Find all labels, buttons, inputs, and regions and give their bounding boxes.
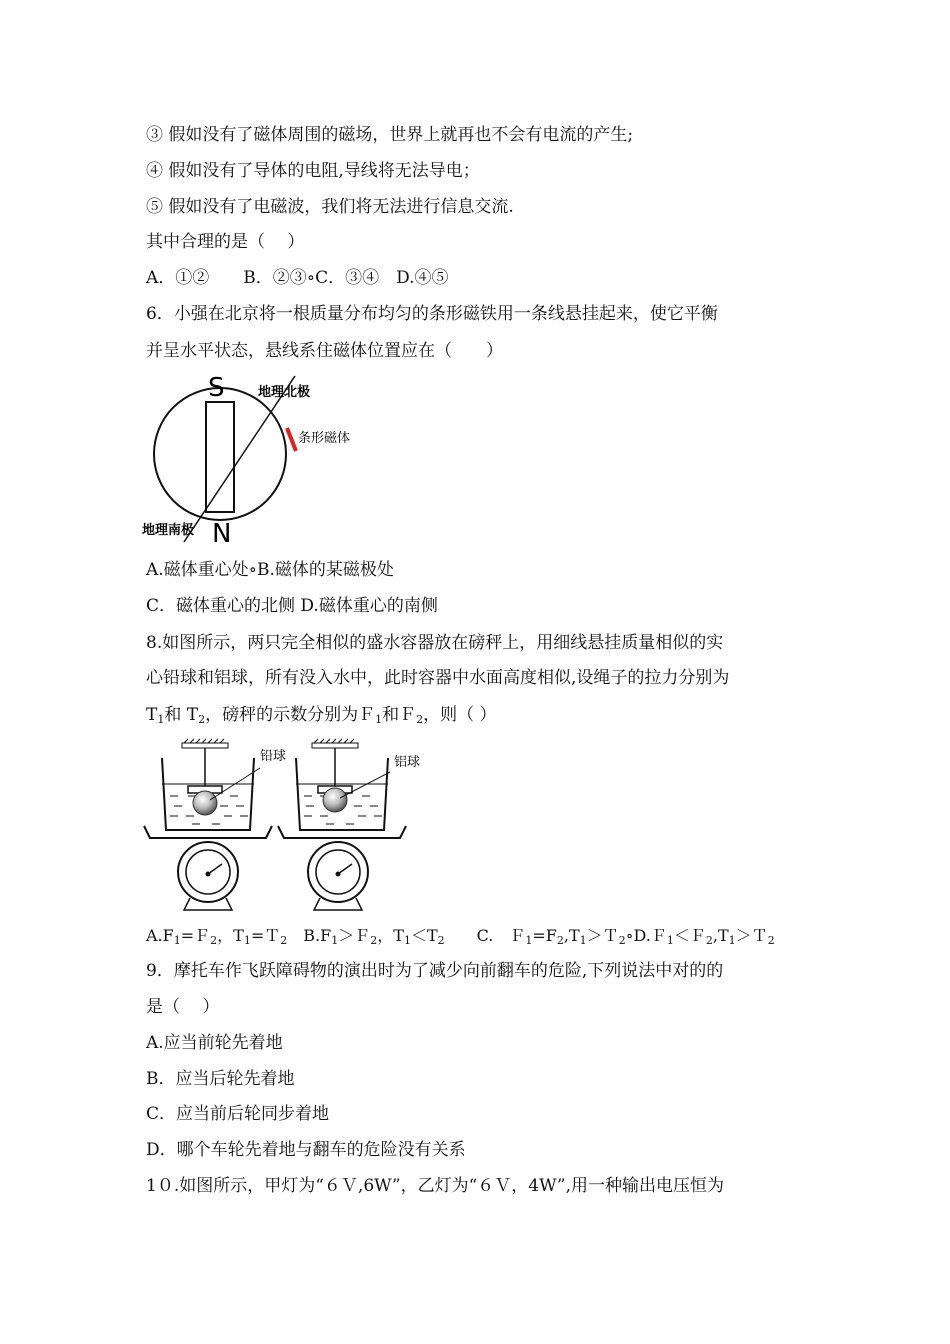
question-6: 6．小强在北京将一根质量分布均匀的条形磁铁用一条线悬挂起来，使它平衡 — [146, 304, 718, 324]
option-line: A.磁体重心处∘B.磁体的某磁极处 — [146, 560, 394, 580]
aluminum-ball-label: 铝球 — [394, 755, 420, 770]
left-apparatus — [144, 739, 286, 910]
containers-on-scales-figure — [140, 738, 420, 916]
question-8: 8.如图所示，两只完全相似的盛水容器放在磅秤上，用细线悬挂质量相似的实 — [146, 633, 724, 653]
text-line: ⑤ 假如没有了电磁波，我们将无法进行信息交流. — [146, 197, 514, 217]
option-line: C．应当前后轮同步着地 — [146, 1104, 330, 1124]
option-line: $A.F_1=F_2$，$T_1=T_2$ $B.F_1>F_2$，$T_1<T_2$ C. $F_1=F_2,T_1>T_2\circ D.F_1<F_2,T_1>T_2$ — [146, 926, 775, 947]
option-line: A.应当前轮先着地 — [146, 1033, 283, 1053]
n-pole-label: N — [212, 519, 232, 546]
lead-ball-label: 铅球 — [260, 749, 287, 764]
magnet-marker — [287, 428, 296, 451]
question-9: 9．摩托车作飞跃障碍物的演出时为了减少向前翻车的危险,下列说法中对的的 — [146, 961, 724, 981]
text-line: 其中合理的是（ ） — [146, 232, 305, 252]
s-pole-label: S — [208, 373, 225, 403]
text-line: 是（ ） — [146, 997, 220, 1017]
right-apparatus — [278, 739, 420, 910]
earth-circle — [154, 388, 286, 520]
text-line: 并呈水平状态，悬线系住磁体位置应在（ ） — [146, 341, 503, 361]
geographic-north-label: 地理北极 — [258, 385, 311, 400]
geographic-south-label: 地理南极 — [142, 523, 195, 538]
text-line: $T_1$和 $T_2$，磅秤的示数分别为Ｆ$_1$和Ｆ$_2$，则（ ） — [146, 705, 497, 726]
question-10: 1０.如图所示，甲灯为“６Ｖ,6W”，乙灯为“６Ｖ，4W”,用一种输出电压恒为 — [146, 1176, 724, 1196]
bar-magnet — [206, 402, 234, 512]
option-line: A．①② B．②③∘C．③④ D.④⑤ — [146, 268, 449, 288]
option-line: B．应当后轮先着地 — [146, 1069, 295, 1089]
text-line: ④ 假如没有了导体的电阻,导线将无法导电； — [146, 161, 480, 181]
magnet-globe-figure — [140, 370, 370, 546]
option-line: D．哪个车轮先着地与翻车的危险没有关系 — [146, 1140, 466, 1160]
text-line: 心铅球和铝球，所有没入水中，此时容器中水面高度相似,设绳子的拉力分别为 — [146, 668, 730, 688]
lead-ball — [193, 791, 217, 815]
aluminum-ball — [323, 788, 347, 812]
option-line: C．磁体重心的北侧 D.磁体重心的南侧 — [146, 596, 438, 616]
text-line: ③ 假如没有了磁体周围的磁场，世界上就再也不会有电流的产生; — [146, 125, 634, 145]
bar-magnet-label: 条形磁体 — [298, 431, 351, 446]
